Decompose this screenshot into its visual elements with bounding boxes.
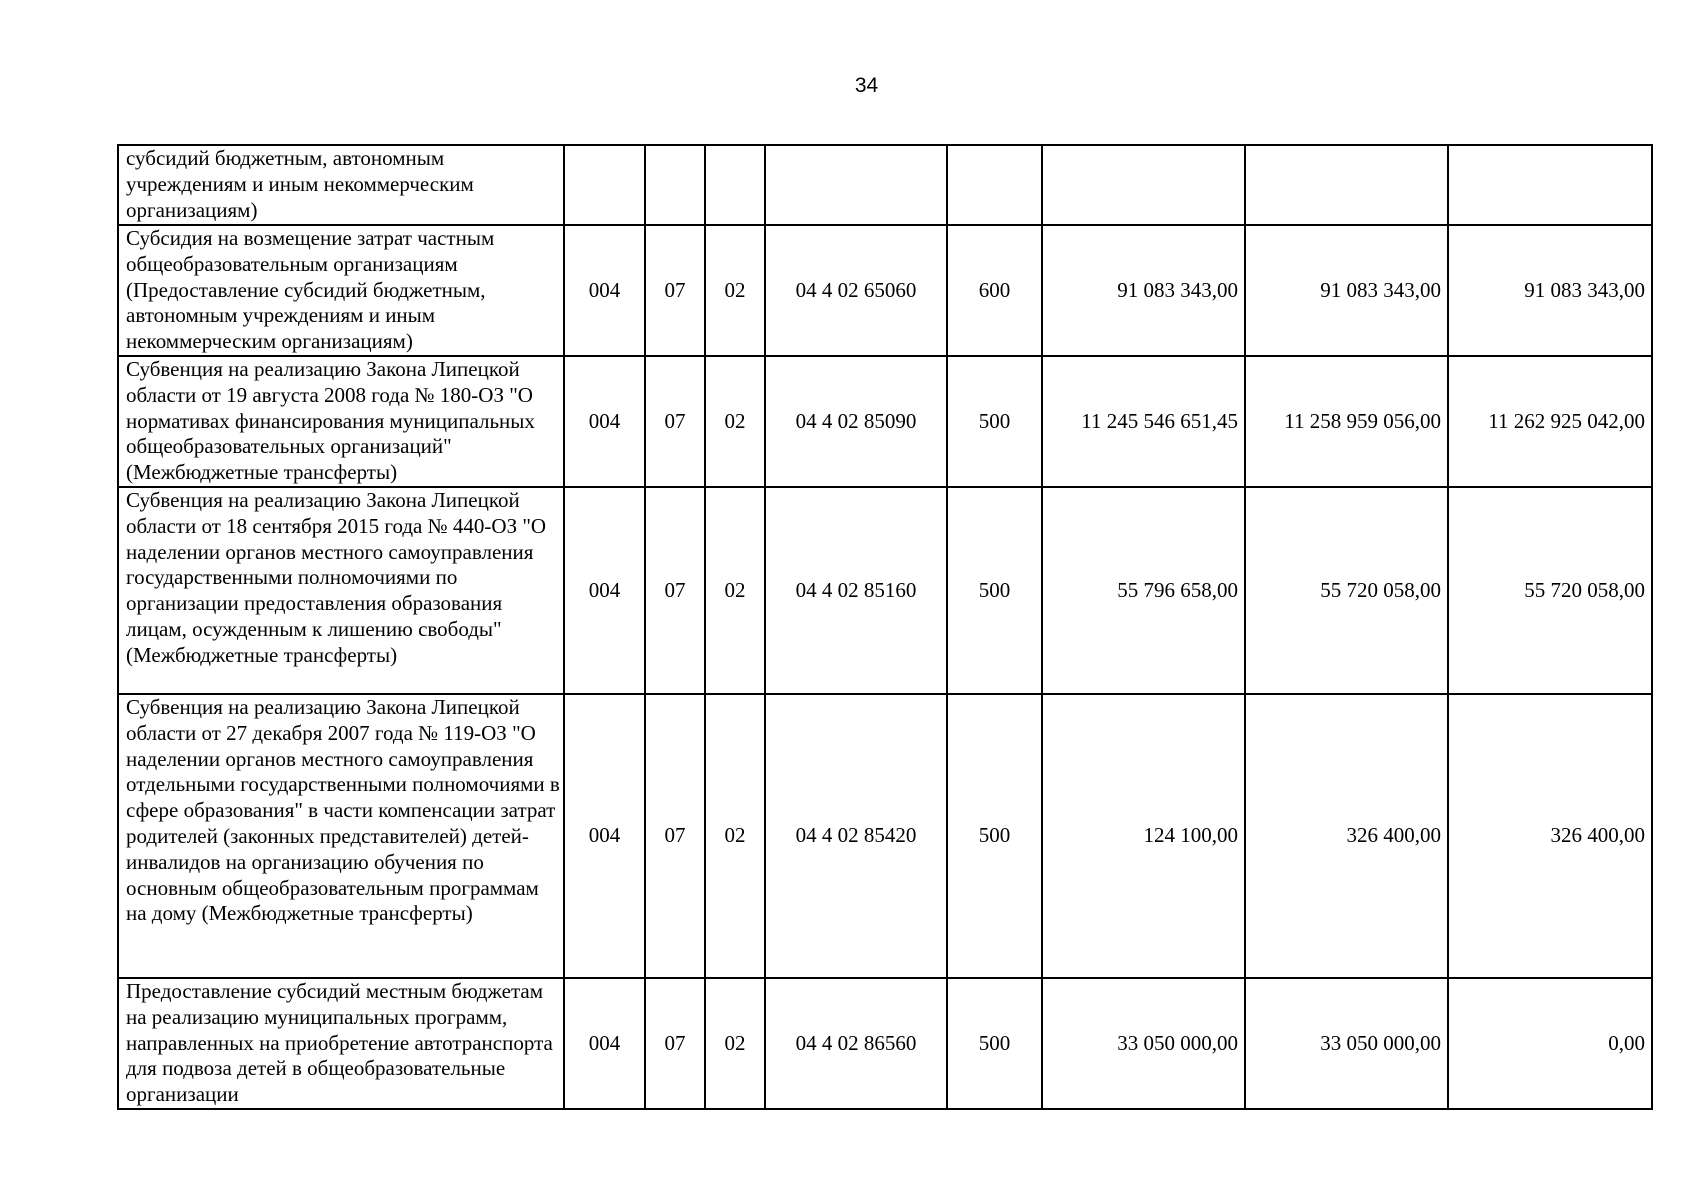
row-vr-cell: 500 (947, 978, 1042, 1109)
row-vr-cell: 500 (947, 487, 1042, 694)
row-vr-cell (947, 145, 1042, 225)
row-pr-cell: 02 (705, 225, 765, 356)
row-rz-cell: 07 (645, 978, 705, 1109)
row-sum2-cell (1245, 145, 1448, 225)
row-sum1-cell: 124 100,00 (1042, 694, 1245, 978)
page-number: 34 (854, 74, 879, 97)
row-sum3-cell: 0,00 (1448, 978, 1652, 1109)
row-sum2-cell: 326 400,00 (1245, 694, 1448, 978)
row-name-cell: Субвенция на реализацию Закона Липецкой области от 18 сентября 2015 года № 440-ОЗ "О наделении органов местного самоуправления государственными полномочиями по организации предоставления образования лицам, осужденным к лишению свободы" (Межбюджетные трансферты) (118, 487, 564, 694)
row-sum1-cell: 55 796 658,00 (1042, 487, 1245, 694)
row-name-cell: Субвенция на реализацию Закона Липецкой области от 19 августа 2008 года № 180-ОЗ "О нормативах финансирования муниципальных общеобразовательных организаций" (Межбюджетные трансферты) (118, 356, 564, 487)
row-vr-cell: 500 (947, 694, 1042, 978)
row-csr-cell: 04 4 02 85160 (765, 487, 947, 694)
row-name-cell: субсидий бюджетным, автономным учреждениям и иным некоммерческим организациям) (118, 145, 564, 225)
row-rz-cell (645, 145, 705, 225)
row-sum3-cell: 11 262 925 042,00 (1448, 356, 1652, 487)
row-gr-cell: 004 (564, 356, 645, 487)
budget-table (117, 144, 1653, 1110)
row-name-cell: Субвенция на реализацию Закона Липецкой области от 27 декабря 2007 года № 119-ОЗ "О наделении органов местного самоуправления отдельными государственными полномочиями в сфере образования" в части компенсации затрат родителей (законных представителей) детей-инвалидов на организацию обучения по основным общеобразовательным программам на дому (Межбюджетные трансферты) (118, 694, 564, 978)
row-csr-cell: 04 4 02 65060 (765, 225, 947, 356)
row-sum1-cell: 91 083 343,00 (1042, 225, 1245, 356)
row-rz-cell: 07 (645, 487, 705, 694)
row-sum1-cell: 11 245 546 651,45 (1042, 356, 1245, 487)
row-gr-cell (564, 145, 645, 225)
row-sum2-cell: 91 083 343,00 (1245, 225, 1448, 356)
row-csr-cell: 04 4 02 86560 (765, 978, 947, 1109)
row-pr-cell: 02 (705, 694, 765, 978)
row-gr-cell: 004 (564, 694, 645, 978)
row-name-cell: Предоставление субсидий местным бюджетам на реализацию муниципальных программ, направленных на приобретение автотранспорта для подвоза детей в общеобразовательные организации (118, 978, 564, 1109)
row-sum1-cell (1042, 145, 1245, 225)
row-sum2-cell: 33 050 000,00 (1245, 978, 1448, 1109)
row-gr-cell: 004 (564, 978, 645, 1109)
row-pr-cell: 02 (705, 356, 765, 487)
row-gr-cell: 004 (564, 225, 645, 356)
row-rz-cell: 07 (645, 694, 705, 978)
row-name-cell: Субсидия на возмещение затрат частным общеобразовательным организациям (Предоставление субсидий бюджетным, автономным учреждениям и иным некоммерческим организациям) (118, 225, 564, 356)
row-rz-cell: 07 (645, 356, 705, 487)
row-sum2-cell: 55 720 058,00 (1245, 487, 1448, 694)
table-row (118, 225, 1652, 356)
row-sum2-cell: 11 258 959 056,00 (1245, 356, 1448, 487)
row-sum1-cell: 33 050 000,00 (1042, 978, 1245, 1109)
row-sum3-cell (1448, 145, 1652, 225)
row-sum3-cell: 91 083 343,00 (1448, 225, 1652, 356)
row-sum3-cell: 326 400,00 (1448, 694, 1652, 978)
row-csr-cell: 04 4 02 85420 (765, 694, 947, 978)
table-body (118, 145, 1652, 1109)
table-row (118, 145, 1652, 225)
row-vr-cell: 500 (947, 356, 1042, 487)
table-row (118, 978, 1652, 1109)
table-row (118, 694, 1652, 978)
table-row (118, 487, 1652, 694)
row-vr-cell: 600 (947, 225, 1042, 356)
row-gr-cell: 004 (564, 487, 645, 694)
row-csr-cell: 04 4 02 85090 (765, 356, 947, 487)
row-csr-cell (765, 145, 947, 225)
row-sum3-cell: 55 720 058,00 (1448, 487, 1652, 694)
table-row (118, 356, 1652, 487)
row-pr-cell: 02 (705, 487, 765, 694)
row-pr-cell (705, 145, 765, 225)
row-pr-cell: 02 (705, 978, 765, 1109)
row-rz-cell: 07 (645, 225, 705, 356)
